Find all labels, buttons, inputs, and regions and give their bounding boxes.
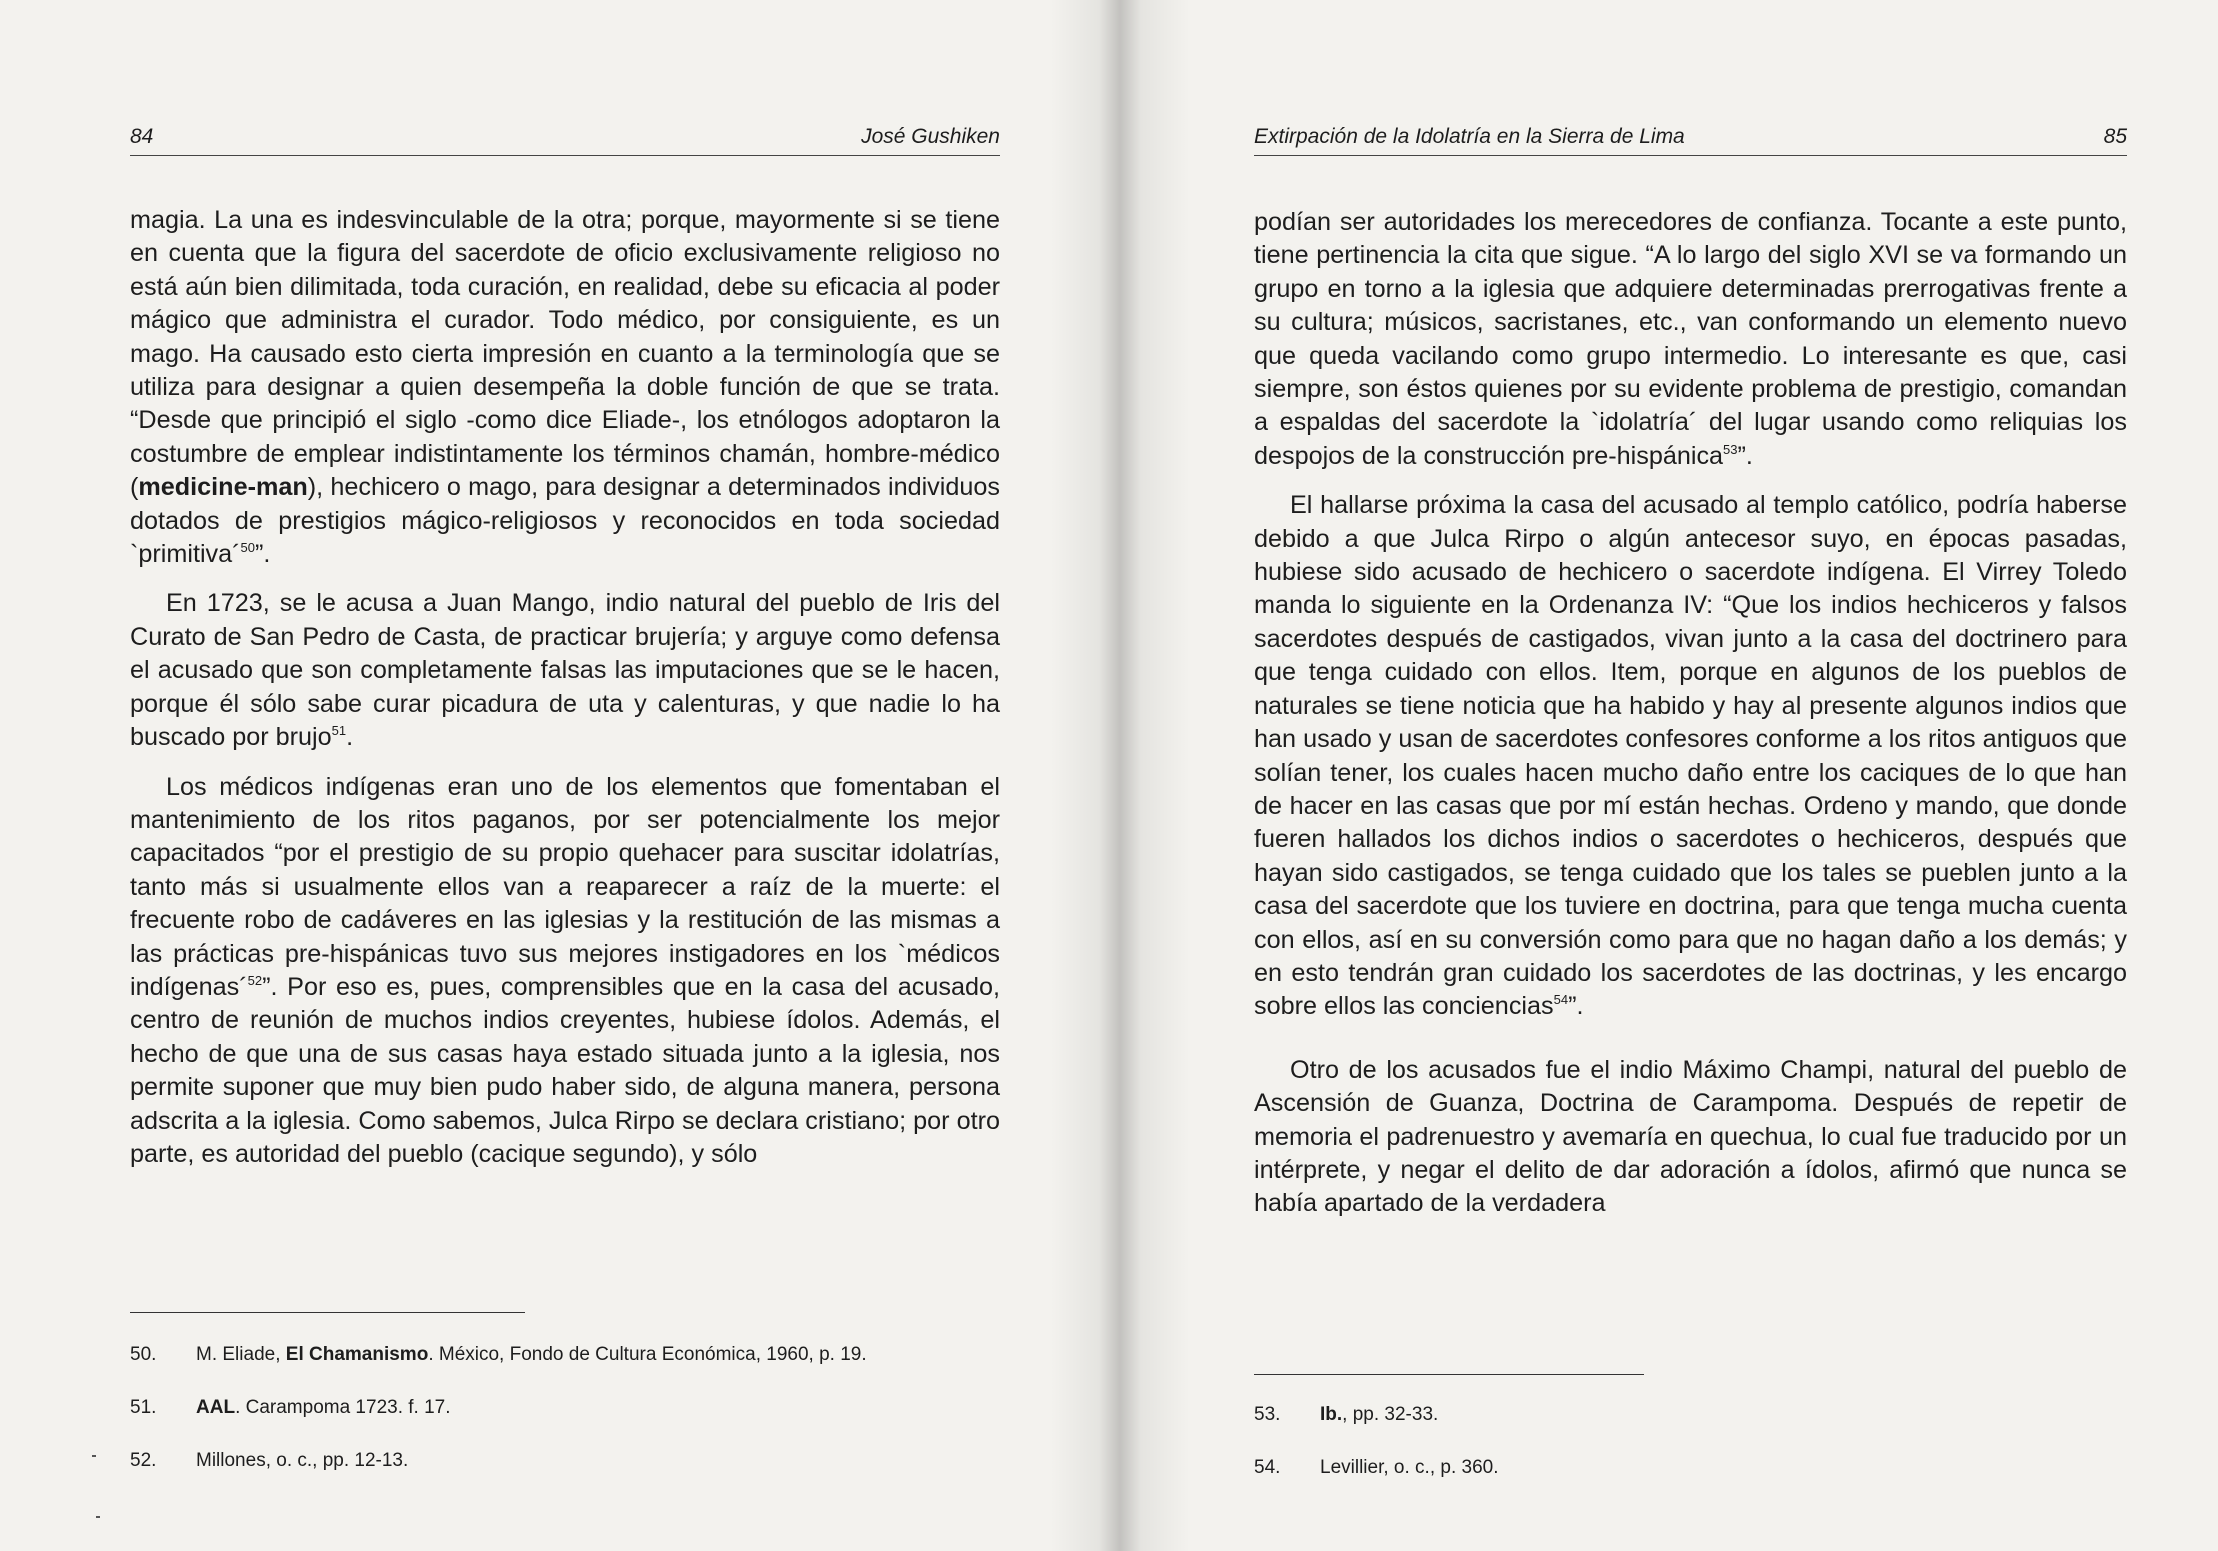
footnote-number: 50. — [130, 1344, 157, 1365]
footnote-text — [196, 1344, 867, 1371]
text-run: podían ser autoridades los merecedores de confianza. Tocante a este punto, tiene pertinencia la cita que sigue. “A lo largo del siglo XVI se va formando un grupo en torno a la iglesia que adquiere determinadas prerrogativas frente a su cultura; músicos, sacristanes, etc., van conformando un elemento nuevo que queda vacilando como grupo intermedio. Lo interesante es que, casi siempre, son éstos quienes por su evidente problema de prestigio, comandan a espaldas del sacerdote la `idolatría´ del lugar usando como reliquias los despojos de la construcción pre-hispánica — [1254, 208, 2127, 470]
text-run: magia. La una es indesvinculable de la otra; porque, mayormente si se tiene en cuenta que la figura del sacerdote de oficio exclusivamente religioso no está aún bien dilimitada, toda curación, en realidad, debe su eficacia al poder mágico que administra el curador. Todo médico, por consiguiente, es un mago. Ha causado esto cierta impresión en cuanto a la terminología que se utiliza para designar a quien desempeña la doble función de que se trata. “Desde que principió el siglo -como dice Eliade-, los etnólogos adoptaron la costumbre de emplear indistintamente los términos chamán, hombre-médico ( — [130, 206, 1000, 502]
scan-speck — [92, 1455, 96, 1457]
right-page — [1115, 0, 2218, 1551]
running-head — [130, 118, 1000, 156]
text-run: Levillier, o. c., p. 360. — [1320, 1457, 1499, 1478]
text-run: ”. — [255, 540, 271, 569]
footnote — [130, 1344, 1000, 1371]
footnote — [130, 1450, 1000, 1477]
text-run: ), hechicero o mago, para designar a determinados individuos dotados de prestigios mágico-religiosos y reconocidos en toda sociedad `primitiva´ — [130, 473, 1000, 569]
scan-speck — [96, 1516, 100, 1518]
footnote-text — [196, 1397, 451, 1424]
bold-term: AAL — [196, 1397, 236, 1418]
page-number: 84 — [130, 125, 154, 148]
footnote-number: 54. — [1254, 1457, 1281, 1478]
text-run: Millones, o. c., pp. 12-13. — [196, 1450, 409, 1471]
footnote-ref[interactable]: 53 — [1723, 441, 1738, 457]
footnote — [130, 1397, 1000, 1424]
bold-term: Ib. — [1320, 1404, 1343, 1425]
footnote-number: 53. — [1254, 1404, 1281, 1425]
paragraph — [1254, 206, 2127, 473]
text-run: El hallarse próxima la casa del acusado al templo católico, podría haberse debido a que Julca Rirpo o algún antecesor suyo, en épocas pasadas, hubiese sido acusado de hechicero o sacerdote indígena. El Virrey Toledo manda lo siguiente en la Ordenanza IV: “Que los indios hechiceros y falsos sacerdotes después de castigados, vivan junto a la casa del doctrinero para que tenga cuidado con ellos. Item, porque en algunos de los pueblos de naturales se tiene noticia que ha habido y hay al presente algunos indios que han usado y usan de sacerdotes confesores conforme a los ritos antiguos que solían tener, los cuales hacen mucho daño entre los caciques de lo que han de hacer en las casas que por mí están hechas. Ordeno y mando, que donde fueren hallados los dichos indios o sacerdotes o hechiceros, después que hayan sido castigados, se tenga cuidado que los tales se pueblen junto a la casa del sacerdote que los tuviere en doctrina, para que tenga mucha cuenta con ellos, así en su conversión como para que no hagan daño a los demás; y en esto tendrán gran cuidado los sacerdotes de las doctrinas, y les encargo sobre ellos las conciencias — [1254, 491, 2127, 1021]
footnote — [1254, 1457, 2124, 1484]
footnote-ref[interactable]: 54 — [1553, 992, 1569, 1008]
footnote — [1254, 1404, 2124, 1431]
body-text — [130, 204, 1000, 1171]
footnote-number: 52. — [130, 1450, 157, 1471]
text-run: En 1723, se le acusa a Juan Mango, indio natural del pueblo de Iris del Curato de San Pedro de Casta, de practicar brujería; y arguye como defensa el acusado que son completamente falsas las imputaciones que se le hacen, porque él sólo sabe curar picadura de uta y calenturas, y que nadie lo ha buscado por brujo — [130, 589, 1000, 752]
footnotes — [130, 1344, 1000, 1503]
footnote-ref[interactable]: 52 — [247, 972, 263, 988]
footnote-ref[interactable]: 51 — [331, 723, 347, 739]
text-run: ”. — [1737, 441, 1753, 470]
footnote-rule — [1254, 1374, 1644, 1375]
paragraph — [130, 204, 1000, 571]
footnote-text — [196, 1450, 408, 1477]
page-number: 85 — [2103, 125, 2127, 148]
text-run: . — [346, 723, 354, 752]
text-run: ”. Por eso es, pues, comprensibles que en la casa del acusado, centro de reunión de muchos indios creyentes, hubiese ídolos. Además, el hecho de que una de sus casas haya estado situada junto a la iglesia, nos permite suponer que muy bien pudo haber sido, de alguna manera, persona adscrita a la iglesia. Como sabemos, Julca Rirpo se declara cristiano; por otro parte, es autoridad del pueblo (cacique segundo), y sólo — [130, 972, 1000, 1168]
bold-term: medicine-man — [138, 473, 308, 502]
text-run: Otro de los acusados fue el indio Máximo Champi, natural del pueblo de Ascensión de Guanza, Doctrina de Carampoma. Después de repetir de memoria el padrenuestro y avemaría en quechua, lo cual fue traducido por un intérprete, y negar el delito de dar adoración a ídolos, afirmó que nunca se había apartado de la verdadera — [1254, 1055, 2127, 1218]
paragraph — [1254, 489, 2127, 1024]
footnote-ref[interactable]: 50 — [240, 540, 256, 556]
text-run: . Carampoma 1723. f. 17. — [235, 1397, 451, 1418]
text-run: . México, Fondo de Cultura Económica, 1960, p. 19. — [428, 1344, 867, 1365]
footnote-text — [1320, 1457, 1499, 1484]
paragraph — [130, 771, 1000, 1172]
text-run: Los médicos indígenas eran uno de los elementos que fomentaban el mantenimiento de los ritos paganos, por ser potencialmente los mejor capacitados “por el prestigio de su propio quehacer para suscitar idolatrías, tanto más si usualmente ellos van a reaparecer a raíz de la muerte: el frecuente robo de cadáveres en las iglesias y la restitución de las mismas a las prácticas pre-hispánicas tuvo sus mejores instigadores en los `médicos indígenas´ — [130, 772, 1000, 1001]
footnote-number: 51. — [130, 1397, 157, 1418]
footnote-rule — [130, 1312, 525, 1313]
body-text — [1254, 206, 2127, 1221]
bold-term: El Chamanismo — [285, 1344, 429, 1365]
paragraph — [1254, 1054, 2127, 1221]
footnotes — [1254, 1404, 2124, 1510]
footnote-text — [1320, 1404, 1438, 1431]
paragraph — [130, 587, 1000, 754]
text-run: ”. — [1568, 992, 1584, 1021]
running-head-title: Extirpación de la Idolatría en la Sierra de Lima — [1254, 125, 1685, 148]
running-head — [1254, 118, 2127, 156]
running-head-author: José Gushiken — [861, 125, 1000, 148]
text-run: M. Eliade, — [196, 1344, 286, 1365]
text-run: , pp. 32-33. — [1342, 1404, 1439, 1425]
